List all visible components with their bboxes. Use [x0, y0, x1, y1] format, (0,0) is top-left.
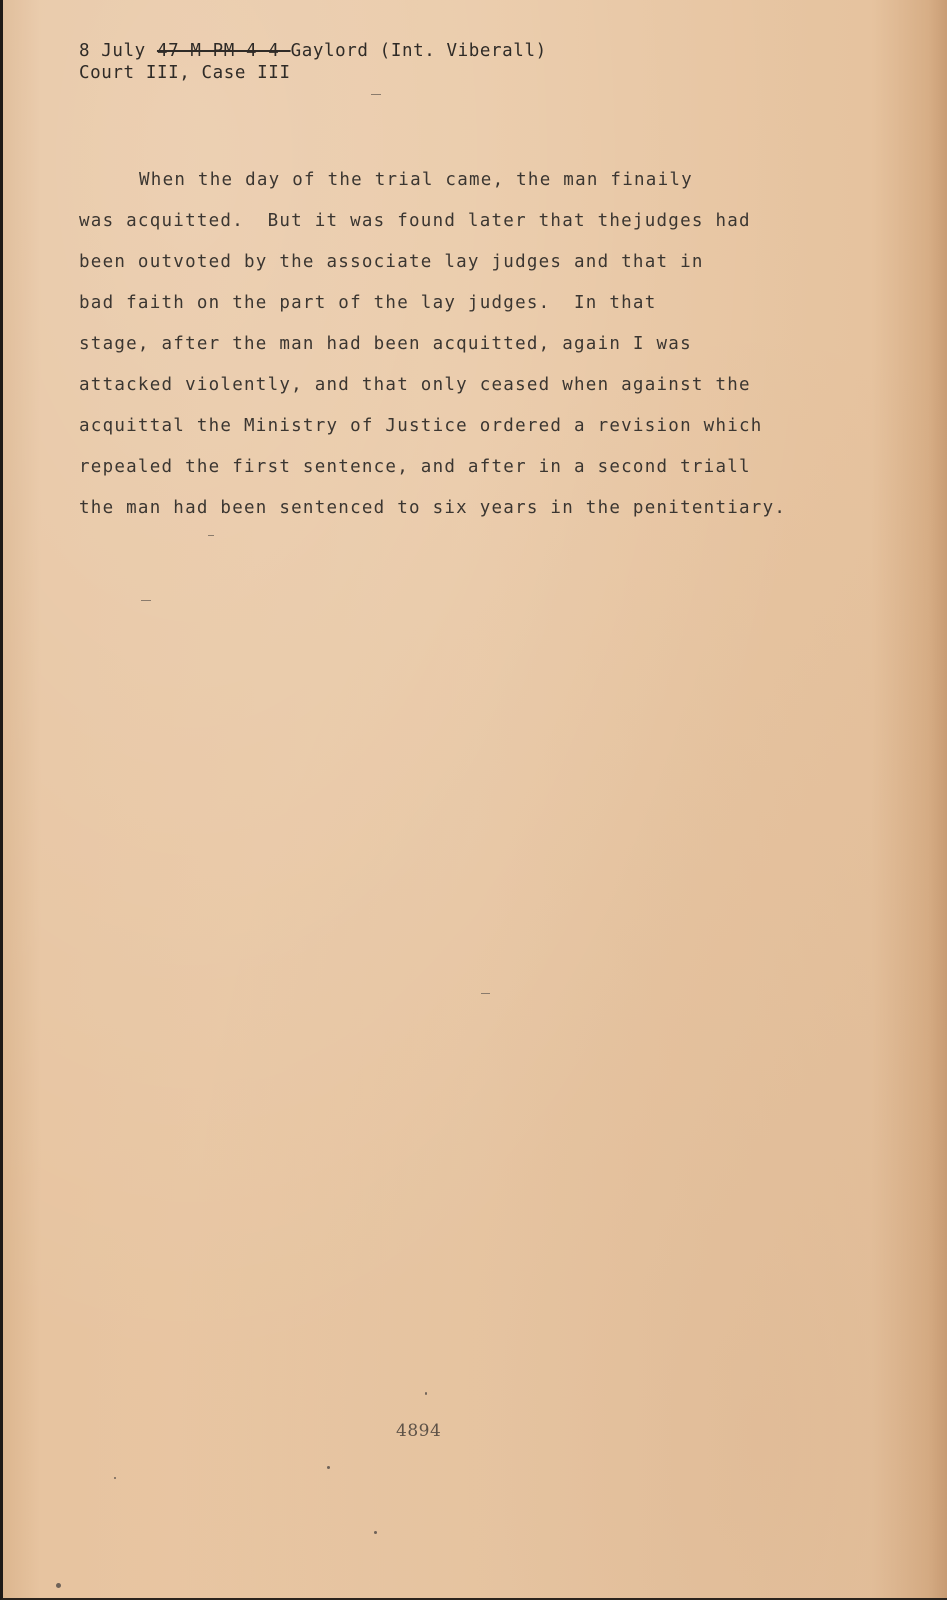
paper-speck	[56, 1583, 61, 1588]
text-line: stage, after the man had been acquitted, again I was	[79, 334, 692, 354]
header-line-date-witness	[79, 40, 547, 62]
text-line: bad faith on the part of the lay judges. In that	[79, 293, 657, 313]
text-line: attacked violently, and that only ceased when against the	[79, 375, 751, 395]
paper-mark	[371, 94, 381, 95]
text-line: repealed the first sentence, and after in a second triall	[79, 457, 751, 477]
header-struck-reference: 47-M-PM-4-4-	[156, 41, 291, 61]
header-court-case: Court III, Case III	[79, 63, 291, 83]
text-line: When the day of the trial came, the man finaily	[139, 170, 693, 190]
paper-mark	[481, 993, 490, 994]
text-line: was acquitted. But it was found later that thejudges had	[79, 211, 751, 231]
text-line: been outvoted by the associate lay judges and that in	[79, 252, 704, 272]
testimony-paragraph	[79, 160, 839, 529]
paper-mark	[141, 600, 151, 601]
paper-mark	[208, 535, 214, 536]
page-number: 4894	[396, 1421, 442, 1441]
paper-speck	[327, 1466, 330, 1469]
paper-speck	[114, 1477, 116, 1479]
document-header	[79, 40, 547, 84]
header-witness: Gaylord (Int. Viberall)	[290, 41, 547, 61]
text-line: acquittal the Ministry of Justice ordered a revision which	[79, 416, 763, 436]
text-line: the man had been sentenced to six years in the penitentiary.	[79, 498, 787, 518]
paper-speck	[425, 1392, 427, 1395]
paper-speck	[374, 1531, 377, 1534]
header-date: 8 July	[79, 41, 157, 61]
